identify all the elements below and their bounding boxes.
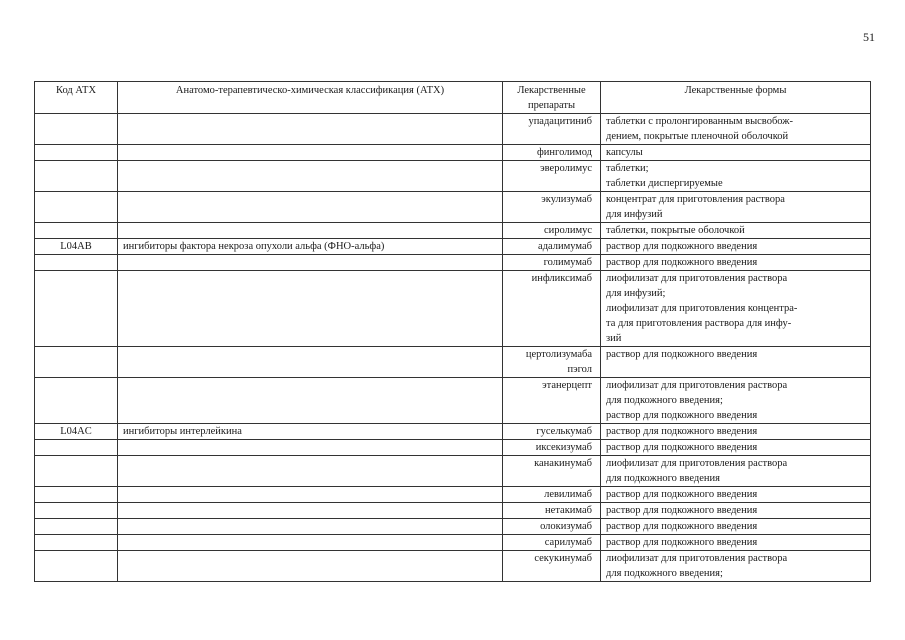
table-row	[35, 440, 871, 456]
drug-name-line: пэгол	[567, 364, 592, 375]
cell-classification	[118, 378, 503, 424]
cell-code	[35, 271, 118, 347]
dosage-form-line: раствор для подкожного введения	[606, 537, 758, 548]
drug-name-line: левилимаб	[544, 489, 592, 500]
dosage-form-line: для инфузий;	[606, 288, 666, 299]
cell-drug	[503, 519, 601, 535]
page-number: 51	[863, 30, 875, 44]
dosage-form-line: та для приготовления раствора для инфу-	[606, 318, 792, 329]
table-row	[35, 223, 871, 239]
cell-classification	[118, 161, 503, 192]
dosage-form-line: лиофилизат для приготовления раствора	[606, 273, 788, 284]
dosage-form-line: капсулы	[606, 147, 643, 158]
cell-classification	[118, 440, 503, 456]
drug-name-line: нетакимаб	[545, 505, 592, 516]
drug-name-line: эверолимус	[540, 163, 592, 174]
drug-name-line: этанерцепт	[542, 380, 592, 391]
cell-code	[35, 192, 118, 223]
cell-code	[35, 535, 118, 551]
cell-forms	[601, 440, 871, 456]
dosage-form-line: для подкожного введения	[606, 473, 720, 484]
dosage-form-line: лиофилизат для приготовления раствора	[606, 380, 788, 391]
cell-drug	[503, 223, 601, 239]
cell-code	[35, 223, 118, 239]
cell-drug	[503, 378, 601, 424]
cell-forms	[601, 456, 871, 487]
header-drugs-line: препараты	[527, 100, 576, 111]
cell-forms	[601, 347, 871, 378]
cell-drug	[503, 161, 601, 192]
cell-forms	[601, 551, 871, 582]
dosage-form-line: раствор для подкожного введения	[606, 410, 758, 421]
dosage-form-line: для подкожного введения;	[606, 568, 723, 579]
dosage-form-line: раствор для подкожного введения	[606, 257, 758, 268]
cell-classification	[118, 223, 503, 239]
dosage-form-line: раствор для подкожного введения	[606, 489, 758, 500]
cell-code: L04AB	[35, 239, 118, 255]
table-row	[35, 192, 871, 223]
cell-forms	[601, 535, 871, 551]
table-row	[35, 239, 871, 255]
cell-forms	[601, 145, 871, 161]
cell-forms	[601, 255, 871, 271]
cell-drug	[503, 114, 601, 145]
drug-name-line: адалимумаб	[538, 241, 592, 252]
table-row	[35, 145, 871, 161]
header-drugs	[503, 82, 601, 114]
cell-classification: ингибиторы фактора некроза опухоли альфа (ФНО-альфа)	[118, 239, 503, 255]
table-row	[35, 378, 871, 424]
cell-code	[35, 456, 118, 487]
dosage-form-line: таблетки с пролонгированным высвобож-	[606, 116, 794, 127]
dosage-form-line: лиофилизат для приготовления раствора	[606, 553, 788, 564]
cell-classification	[118, 551, 503, 582]
table-row	[35, 503, 871, 519]
drug-name-line: иксекизумаб	[535, 442, 592, 453]
cell-drug	[503, 551, 601, 582]
drug-name-line: цертолизумаба	[525, 349, 592, 360]
dosage-form-line: для подкожного введения;	[606, 395, 723, 406]
drug-name-line: голимумаб	[543, 257, 592, 268]
cell-code	[35, 347, 118, 378]
cell-code	[35, 551, 118, 582]
cell-forms	[601, 503, 871, 519]
cell-classification	[118, 456, 503, 487]
cell-drug	[503, 456, 601, 487]
cell-classification	[118, 271, 503, 347]
drug-name-line: инфликсимаб	[531, 273, 592, 284]
drug-name-line: сиролимус	[543, 225, 592, 236]
cell-drug	[503, 424, 601, 440]
table-header-row	[35, 82, 871, 114]
drug-name-line: секукинумаб	[534, 553, 592, 564]
cell-drug	[503, 255, 601, 271]
cell-code	[35, 255, 118, 271]
cell-classification	[118, 519, 503, 535]
cell-classification	[118, 347, 503, 378]
cell-drug	[503, 487, 601, 503]
table-row	[35, 535, 871, 551]
cell-forms	[601, 378, 871, 424]
table-row	[35, 114, 871, 145]
cell-forms	[601, 487, 871, 503]
cell-drug	[503, 192, 601, 223]
cell-code	[35, 503, 118, 519]
table-row	[35, 551, 871, 582]
cell-forms	[601, 161, 871, 192]
table-row	[35, 424, 871, 440]
cell-drug	[503, 347, 601, 378]
cell-classification	[118, 535, 503, 551]
cell-code	[35, 519, 118, 535]
cell-drug	[503, 535, 601, 551]
cell-forms	[601, 271, 871, 347]
dosage-form-line: лиофилизат для приготовления концентра-	[606, 303, 798, 314]
drug-name-line: сарилумаб	[544, 537, 592, 548]
table-row	[35, 519, 871, 535]
dosage-form-line: дением, покрытые пленочной оболочкой	[606, 131, 789, 142]
cell-drug	[503, 440, 601, 456]
cell-classification	[118, 145, 503, 161]
cell-forms	[601, 424, 871, 440]
cell-drug	[503, 145, 601, 161]
cell-code	[35, 378, 118, 424]
cell-forms	[601, 239, 871, 255]
cell-drug	[503, 503, 601, 519]
table-row	[35, 487, 871, 503]
atx-classification-table	[34, 81, 871, 582]
header-classification: Анатомо-терапевтическо-химическая классификация (АТХ)	[118, 82, 503, 114]
header-code: Код АТХ	[35, 82, 118, 114]
header-drugs-line: Лекарственные	[517, 85, 586, 96]
dosage-form-line: раствор для подкожного введения	[606, 241, 758, 252]
dosage-form-line: лиофилизат для приготовления раствора	[606, 458, 788, 469]
cell-code	[35, 145, 118, 161]
cell-classification	[118, 192, 503, 223]
cell-classification: ингибиторы интерлейкина	[118, 424, 503, 440]
dosage-form-line: концентрат для приготовления раствора	[606, 194, 785, 205]
table-row	[35, 347, 871, 378]
dosage-form-line: для инфузий	[606, 209, 663, 220]
drug-name-line: финголимод	[537, 147, 592, 158]
cell-classification	[118, 255, 503, 271]
dosage-form-line: раствор для подкожного введения	[606, 426, 758, 437]
cell-forms	[601, 223, 871, 239]
dosage-form-line: раствор для подкожного введения	[606, 505, 758, 516]
table-row	[35, 161, 871, 192]
cell-code	[35, 487, 118, 503]
table-row	[35, 271, 871, 347]
cell-code	[35, 440, 118, 456]
cell-classification	[118, 503, 503, 519]
cell-forms	[601, 519, 871, 535]
dosage-form-line: таблетки, покрытые оболочкой	[606, 225, 745, 236]
cell-drug	[503, 239, 601, 255]
drug-name-line: канакинумаб	[534, 458, 592, 469]
dosage-form-line: таблетки диспергируемые	[606, 178, 723, 189]
dosage-form-line: раствор для подкожного введения	[606, 349, 758, 360]
cell-code: L04AC	[35, 424, 118, 440]
dosage-form-line: раствор для подкожного введения	[606, 442, 758, 453]
cell-drug	[503, 271, 601, 347]
table-body	[35, 114, 871, 582]
drug-name-line: упадацитиниб	[528, 116, 592, 127]
cell-classification	[118, 114, 503, 145]
table-row	[35, 255, 871, 271]
cell-code	[35, 161, 118, 192]
drug-name-line: экулизумаб	[541, 194, 592, 205]
cell-forms	[601, 114, 871, 145]
header-forms: Лекарственные формы	[601, 82, 871, 114]
dosage-form-line: таблетки;	[606, 163, 649, 174]
cell-classification	[118, 487, 503, 503]
drug-name-line: олокизумаб	[540, 521, 592, 532]
cell-code	[35, 114, 118, 145]
drug-name-line: гуселькумаб	[536, 426, 592, 437]
dosage-form-line: зий	[606, 333, 622, 344]
dosage-form-line: раствор для подкожного введения	[606, 521, 758, 532]
table-row	[35, 456, 871, 487]
cell-forms	[601, 192, 871, 223]
